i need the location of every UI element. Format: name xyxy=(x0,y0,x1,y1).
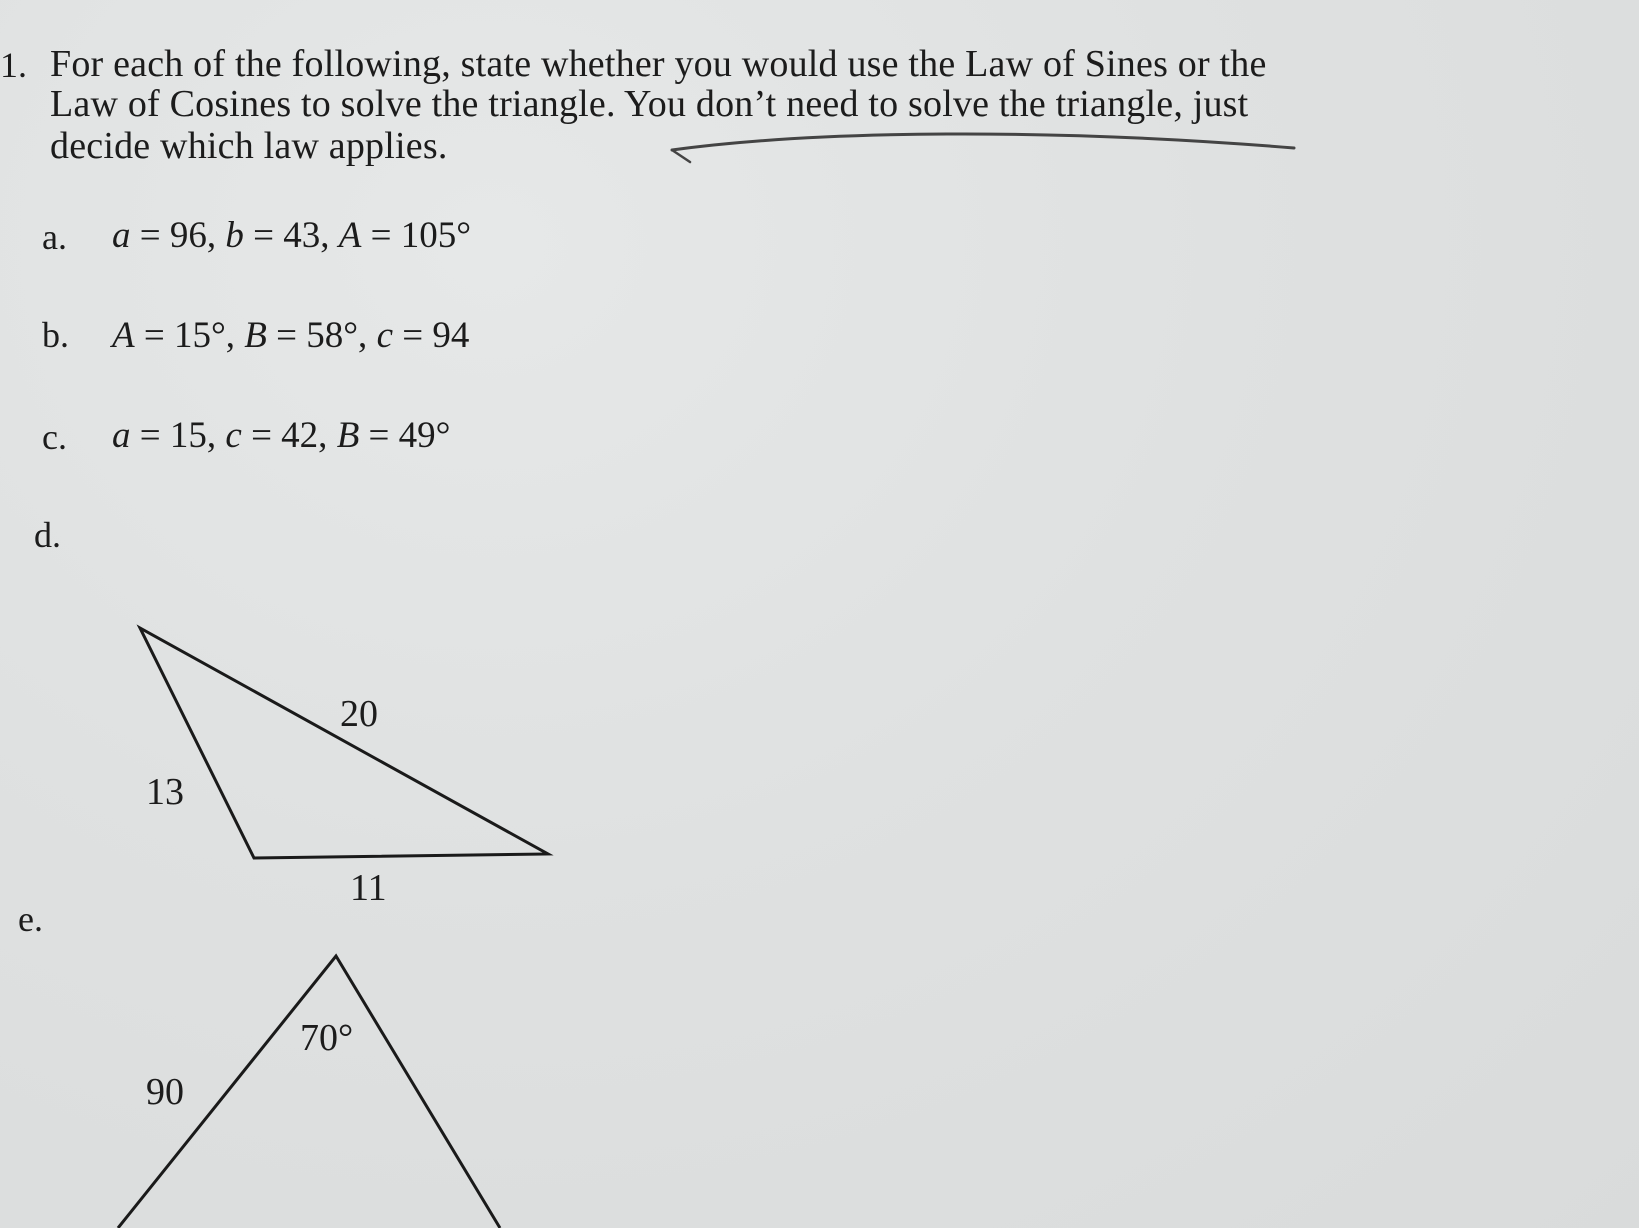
question-line-2: Law of Cosines to solve the triangle. You don’t need to solve the triangle, just xyxy=(50,83,1249,125)
triangle-d-side-20: 20 xyxy=(340,693,378,735)
var-A: A xyxy=(112,315,135,356)
item-c-label: c. xyxy=(42,417,67,457)
var-A: A xyxy=(338,215,362,256)
item-c-text-1: = 15, xyxy=(130,415,226,456)
question-line-1: For each of the following, state whether you would use the Law of Sines or the xyxy=(50,43,1267,85)
item-b-text-1: = 15°, xyxy=(134,315,245,356)
var-c: c xyxy=(376,315,393,356)
triangle-e-angle-70: 70° xyxy=(300,1017,354,1059)
question-number: 1. xyxy=(0,45,27,85)
var-b: b xyxy=(225,215,244,256)
item-a-text-2: = 43, xyxy=(243,215,339,256)
item-b-text-2: = 58°, xyxy=(266,315,377,356)
var-B: B xyxy=(336,415,360,456)
var-a: a xyxy=(112,415,131,456)
var-c: c xyxy=(225,415,242,456)
item-a-text-3: = 105° xyxy=(361,215,472,256)
triangle-d-side-11: 11 xyxy=(350,867,387,909)
triangle-e-side-90: 90 xyxy=(146,1071,184,1113)
item-a-text-1: = 96, xyxy=(130,215,226,256)
item-c-text-2: = 42, xyxy=(241,415,337,456)
item-d-label: d. xyxy=(34,515,61,555)
var-a: a xyxy=(112,215,131,256)
item-b-text-3: = 94 xyxy=(393,315,470,356)
item-b-label: b. xyxy=(42,315,69,355)
item-c-text-3: = 49° xyxy=(359,415,451,456)
var-B: B xyxy=(244,315,267,356)
question-line-3: decide which law applies. xyxy=(50,125,448,167)
triangle-d-side-13: 13 xyxy=(146,771,184,813)
item-e-label: e. xyxy=(18,899,43,939)
item-a-label: a. xyxy=(42,217,67,257)
